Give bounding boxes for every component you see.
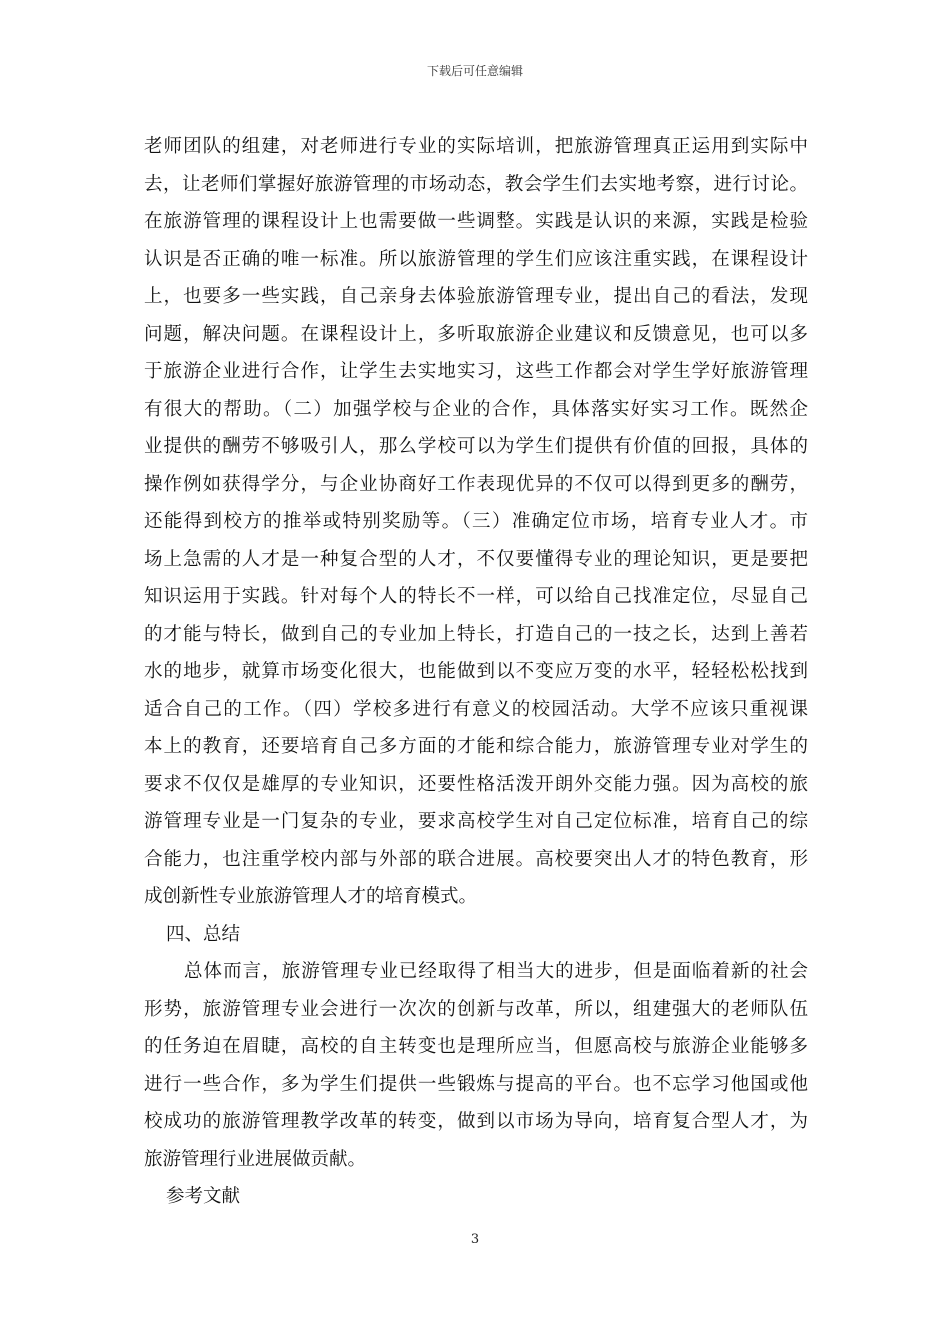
references-heading: 参考文献 [166,1186,241,1207]
summary-line: 总体而言，旅游管理专业已经取得了相当大的进步，但是面临着新的社会 [184,961,808,982]
body-line: 业提供的酬劳不够吸引人，那么学校可以为学生们提供有价值的回报，具体的 [144,436,808,457]
body-line: 适合自己的工作。（四）学校多进行有意义的校园活动。大学不应该只重视课 [144,698,808,720]
body-line: 问题，解决问题。在课程设计上，多听取旅游企业建议和反馈意见，也可以多 [144,323,808,345]
body-line: 有很大的帮助。（二）加强学校与企业的合作，具体落实好实习工作。既然企 [144,398,808,420]
page-header-note: 下载后可任意编辑 [426,64,523,78]
body-line: 上，也要多一些实践，自己亲身去体验旅游管理专业，提出自己的看法，发现 [144,286,808,307]
body-line: 在旅游管理的课程设计上也需要做一些调整。实践是认识的来源，实践是检验 [144,211,808,232]
body-line: 水的地步，就算市场变化很大，也能做到以不变应万变的水平，轻轻松松找到 [144,661,808,682]
section-heading-summary: 四、总结 [166,923,241,945]
body-line: 去，让老师们掌握好旅游管理的市场动态，教会学生们去实地考察，进行讨论。 [144,173,808,195]
body-line: 合能力，也注重学校内部与外部的联合进展。高校要突出人才的特色教育，形 [144,848,808,870]
body-line: 认识是否正确的唯一标准。所以旅游管理的学生们应该注重实践，在课程设计 [144,248,808,270]
summary-line: 的任务迫在眉睫，高校的自主转变也是理所应当，但愿高校与旅游企业能够多 [144,1036,808,1057]
document-body [144,128,808,1216]
summary-line: 校成功的旅游管理教学改革的转变，做到以市场为导向，培育复合型人才，为 [144,1111,808,1132]
summary-line: 旅游管理行业进展做贡献。 [144,1148,367,1170]
body-line: 的才能与特长，做到自己的专业加上特长，打造自己的一技之长，达到上善若 [144,623,808,645]
body-line: 知识运用于实践。针对每个人的特长不一样，可以给自己找准定位，尽显自己 [144,586,808,607]
summary-line: 形势，旅游管理专业会进行一次次的创新与改革，所以，组建强大的老师队伍 [144,998,808,1020]
body-line: 场上急需的人才是一种复合型的人才，不仅要懂得专业的理论知识，更是要把 [144,548,808,570]
body-line: 老师团队的组建，对老师进行专业的实际培训，把旅游管理真正运用到实际中 [144,136,808,157]
summary-line: 进行一些合作，多为学生们提供一些锻炼与提高的平台。也不忘学习他国或他 [144,1073,808,1095]
body-line: 本上的教育，还要培育自己多方面的才能和综合能力，旅游管理专业对学生的 [144,736,808,757]
page-number: 3 [470,1232,480,1247]
body-line: 要求不仅仅是雄厚的专业知识，还要性格活泼开朗外交能力强。因为高校的旅 [144,773,808,795]
body-line: 于旅游企业进行合作，让学生去实地实习，这些工作都会对学生学好旅游管理 [144,361,808,382]
body-line: 操作例如获得学分，与企业协商好工作表现优异的不仅可以得到更多的酬劳， [144,473,808,495]
body-line: 游管理专业是一门复杂的专业，要求高校学生对自己定位标准，培育自己的综 [144,811,808,832]
body-line: 还能得到校方的推举或特别奖励等。（三）准确定位市场，培育专业人才。市 [144,511,808,532]
body-line: 成创新性专业旅游管理人才的培育模式。 [144,886,478,907]
